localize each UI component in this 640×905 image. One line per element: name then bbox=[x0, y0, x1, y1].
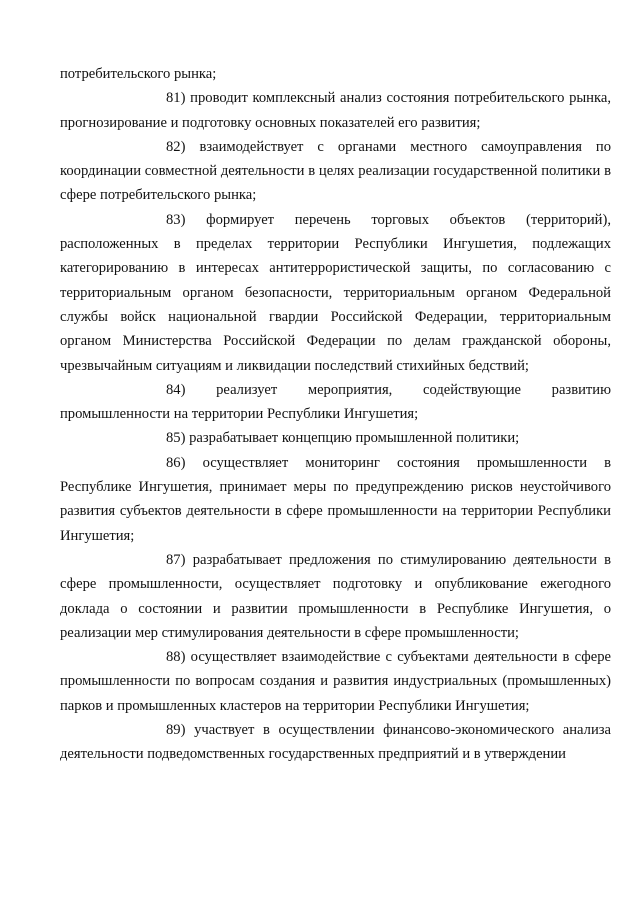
item-number: 88) bbox=[166, 649, 186, 666]
item-text: взаимодействует с органами местного самоуправления по координации совместной деятельности в целях реализации государственной политики в сфере потребительского рынка; bbox=[60, 138, 611, 204]
list-item-82 bbox=[60, 135, 611, 208]
item-text: осуществляет мониторинг состояния промышленности в Республике Ингушетия, принимает меры по предупреждению рисков неустойчивого развития субъектов деятельности в сфере промышленности на территории Республики Ингушетия; bbox=[60, 454, 612, 544]
list-item-88 bbox=[60, 645, 611, 718]
item-number: 84) bbox=[166, 381, 186, 398]
item-number: 87) bbox=[166, 551, 186, 568]
list-item-83 bbox=[60, 208, 611, 378]
list-item-87 bbox=[60, 548, 611, 645]
paragraph-text: потребительского рынка; bbox=[60, 66, 217, 82]
item-number: 83) bbox=[166, 211, 186, 228]
list-item-84 bbox=[60, 378, 611, 427]
item-number: 82) bbox=[166, 138, 186, 155]
item-text: формирует перечень торговых объектов (территорий), расположенных в пределах территории Республики Ингушетия, подлежащих категорированию в интересах антитеррористической защиты, по согласованию с территориальным органом безопасности, территориальным органом Федеральной службы войск национальной гвардии Российской Федерации, территориальным органом Министерства Российской Федерации по делам гражданской обороны, чрезвычайным ситуациям и ликвидации последствий стихийных бедствий; bbox=[60, 211, 611, 374]
item-text: проводит комплексный анализ состояния потребительского рынка, прогнозирование и подготовку основных показателей его развития; bbox=[60, 90, 611, 131]
item-text: реализует мероприятия, содействующие развитию промышленности на территории Республики Ингушетия; bbox=[60, 381, 611, 423]
paragraph-continuation bbox=[60, 62, 611, 86]
list-item-85 bbox=[60, 426, 611, 450]
item-number: 85) bbox=[166, 430, 186, 447]
list-item-81 bbox=[60, 86, 611, 135]
item-number: 81) bbox=[166, 90, 186, 107]
list-item-89 bbox=[60, 718, 611, 767]
item-text: разрабатывает концепцию промышленной политики; bbox=[189, 430, 520, 447]
item-text: участвует в осуществлении финансово-экономического анализа деятельности подведомственных государственных предприятий и в утверждении bbox=[60, 722, 611, 763]
list-item-86 bbox=[60, 451, 611, 548]
item-text: осуществляет взаимодействие с субъектами деятельности в сфере промышленности по вопросам создания и развития индустриальных (промышленных) парков и промышленных кластеров на территории Республики Ингушетия; bbox=[60, 649, 611, 714]
item-text: разрабатывает предложения по стимулированию деятельности в сфере промышленности, осуществляет подготовку и опубликование ежегодного доклада о состоянии и развитии промышленности в Республике Ингушетия, о реализации мер стимулирования деятельности в сфере промышленности; bbox=[60, 551, 611, 641]
item-number: 86) bbox=[166, 454, 186, 471]
document-body bbox=[60, 62, 611, 767]
item-number: 89) bbox=[166, 722, 186, 739]
